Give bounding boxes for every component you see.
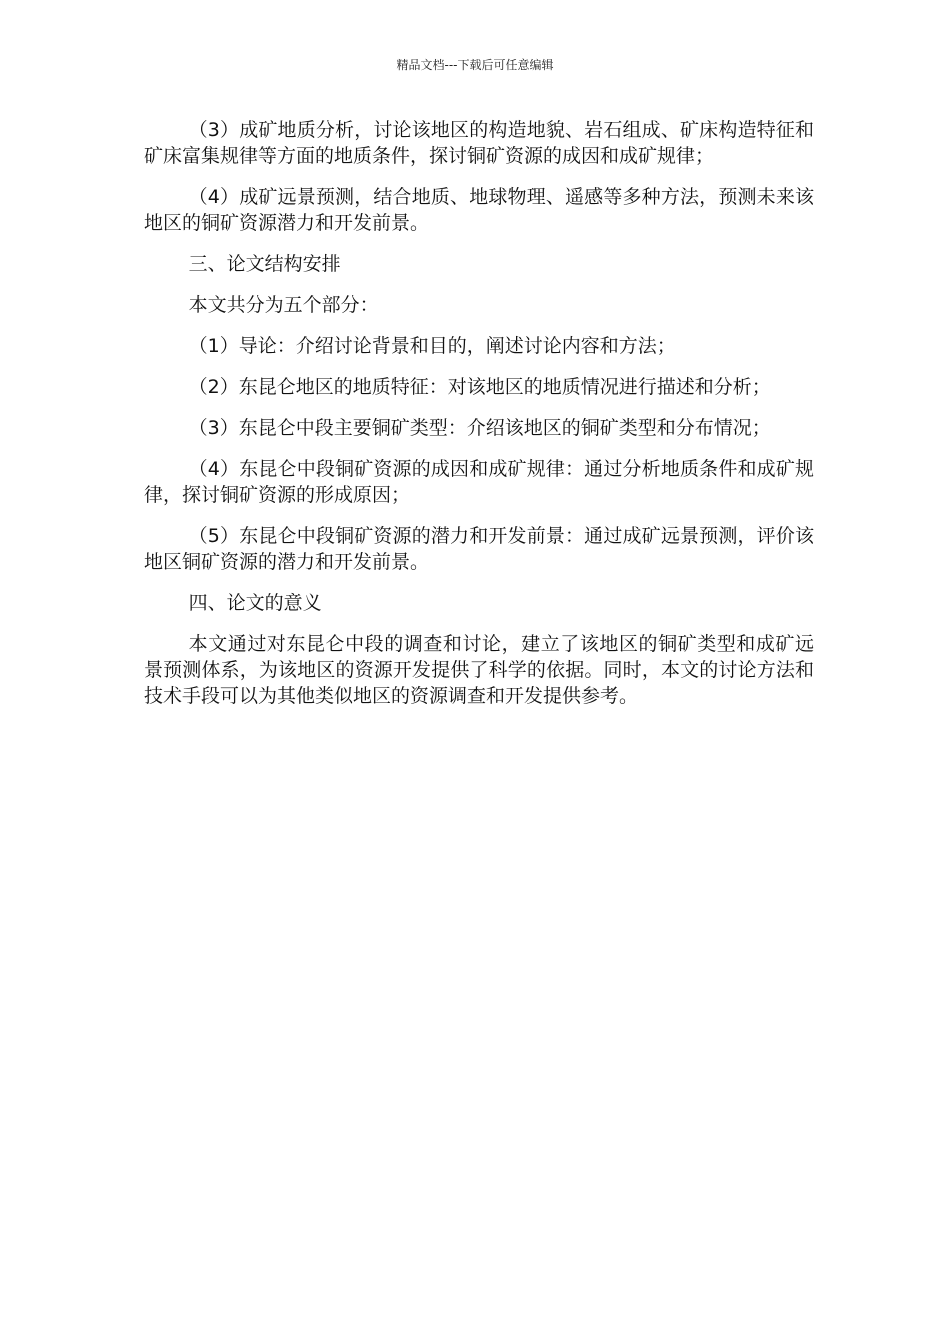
list-item-part-4: （4）东昆仑中段铜矿资源的成因和成矿规律：通过分析地质条件和成矿规律，探讨铜矿资源的形成原因； bbox=[144, 458, 814, 506]
section-heading-structure: 三、论文结构安排 bbox=[188, 253, 341, 275]
section-heading-significance: 四、论文的意义 bbox=[188, 592, 322, 614]
paragraph-method-3: （3）成矿地质分析，讨论该地区的构造地貌、岩石组成、矿床构造特征和矿床富集规律等方面的地质条件，探讨铜矿资源的成因和成矿规律； bbox=[144, 119, 814, 167]
list-item-part-1: （1）导论：介绍讨论背景和目的，阐述讨论内容和方法； bbox=[188, 335, 676, 357]
paragraph-significance: 本文通过对东昆仑中段的调查和讨论，建立了该地区的铜矿类型和成矿远景预测体系，为该地区的资源开发提供了科学的依据。同时，本文的讨论方法和技术手段可以为其他类似地区的资源调查和开发提供参考。 bbox=[144, 633, 814, 707]
list-item-part-5: （5）东昆仑中段铜矿资源的潜力和开发前景：通过成矿远景预测，评价该地区铜矿资源的潜力和开发前景。 bbox=[144, 525, 814, 573]
paragraph-method-4: （4）成矿远景预测，结合地质、地球物理、遥感等多种方法，预测未来该地区的铜矿资源潜力和开发前景。 bbox=[144, 186, 814, 234]
list-item-part-2: （2）东昆仑地区的地质特征：对该地区的地质情况进行描述和分析； bbox=[188, 376, 771, 398]
page-header: 精品文档---下载后可任意编辑 bbox=[396, 58, 554, 72]
document-body bbox=[144, 117, 814, 724]
paragraph-structure-intro: 本文共分为五个部分： bbox=[188, 294, 379, 316]
list-item-part-3: （3）东昆仑中段主要铜矿类型：介绍该地区的铜矿类型和分布情况； bbox=[188, 417, 771, 439]
